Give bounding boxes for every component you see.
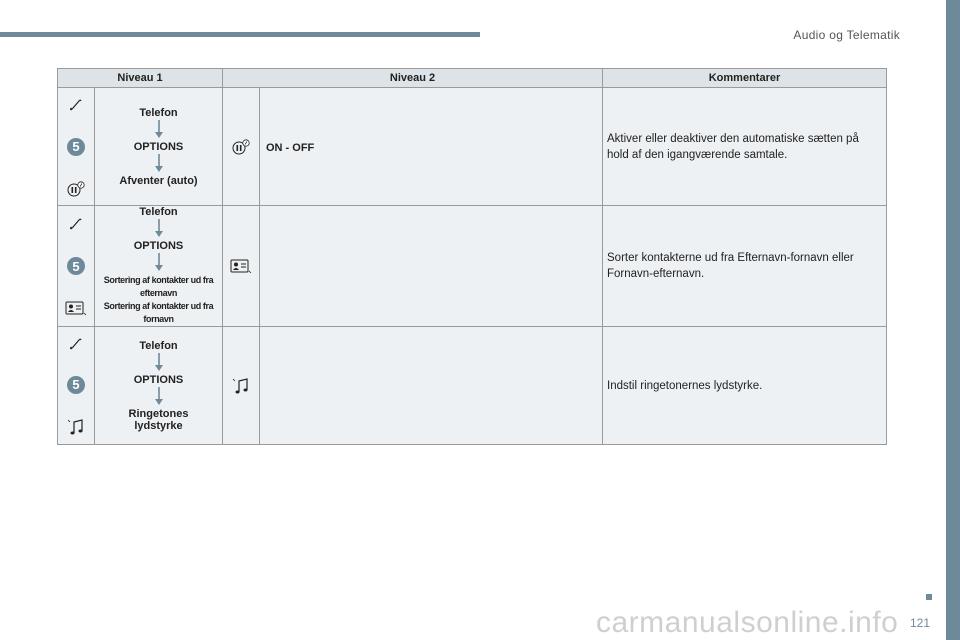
phone-icon — [68, 216, 84, 232]
comment-text: Indstil ringetonernes lydstyrke. — [607, 379, 763, 392]
page-marker-dot — [926, 594, 932, 600]
level2-label — [260, 261, 266, 273]
level2-text-cell — [260, 206, 603, 327]
table-header-row — [58, 69, 887, 88]
pause-call-icon — [66, 181, 86, 197]
flow-step-afventer: Afventer (auto) — [119, 174, 198, 187]
top-rule — [0, 32, 480, 37]
level2-label — [260, 381, 266, 393]
music-note-icon — [232, 377, 250, 395]
arrow-down-icon — [151, 386, 167, 408]
level1-flow-cell — [95, 206, 223, 327]
column-header-comments: Kommentarer — [603, 69, 887, 88]
contact-card-icon — [230, 258, 252, 274]
phone-icon — [68, 97, 84, 113]
arrow-down-icon — [151, 153, 167, 175]
table-row — [58, 206, 887, 327]
comment-text: Aktiver eller deaktiver den automatiske sætten på hold af den igangværende samtale. — [607, 132, 859, 161]
side-strip — [946, 0, 960, 640]
level1-flow-cell — [95, 88, 223, 206]
flow-step-ringetones: Ringetones lydstyrke — [128, 407, 189, 432]
level1-icon-cell — [58, 88, 95, 206]
level1-flow-cell — [95, 327, 223, 445]
contact-card-icon — [65, 300, 87, 316]
arrow-down-icon — [151, 218, 167, 240]
flow-step-options: OPTIONS — [133, 140, 184, 153]
flow-step-options: OPTIONS — [133, 240, 184, 252]
sort-option-surname-line2: efternavn — [140, 288, 177, 298]
comment-cell — [603, 88, 887, 206]
music-note-icon — [67, 418, 85, 436]
level2-text-cell — [260, 327, 603, 445]
table-row — [58, 88, 887, 206]
on-off-label: ON - OFF — [266, 141, 315, 154]
table-row — [58, 327, 887, 445]
level1-icon-cell — [58, 327, 95, 445]
comment-text: Sorter kontakterne ud fra Efternavn-fornavn eller Fornavn-efternavn. — [607, 252, 854, 280]
watermark: carmanualsonline.info — [596, 606, 899, 639]
flow-step-options: OPTIONS — [133, 373, 184, 386]
comment-cell — [603, 327, 887, 445]
column-header-level1: Niveau 1 — [58, 69, 223, 88]
level2-icon-cell — [223, 206, 260, 327]
comment-cell — [603, 206, 887, 327]
arrow-down-icon — [151, 352, 167, 374]
step-badge: 5 — [67, 138, 85, 156]
arrow-down-icon — [151, 119, 167, 141]
page-header-title: Audio og Telematik — [793, 28, 900, 42]
flow-step-telefon: Telefon — [139, 206, 178, 218]
step-badge: 5 — [67, 257, 85, 275]
level2-text-cell — [260, 88, 603, 206]
flow-step-telefon: Telefon — [139, 106, 178, 119]
column-header-level2: Niveau 2 — [223, 69, 603, 88]
step-badge: 5 — [67, 376, 85, 394]
sort-option-firstname: Sortering af kontakter ud fra fornavn — [103, 301, 214, 324]
level1-icon-cell — [58, 206, 95, 327]
phone-icon — [68, 336, 84, 352]
pause-call-icon — [231, 139, 251, 155]
sort-option-surname-line1: Sortering af kontakter ud fra — [103, 275, 214, 285]
page-number: 121 — [910, 616, 931, 630]
level2-icon-cell — [223, 327, 260, 445]
arrow-down-icon — [151, 252, 167, 274]
menu-table — [57, 68, 887, 445]
level2-icon-cell — [223, 88, 260, 206]
flow-step-telefon: Telefon — [139, 339, 178, 352]
